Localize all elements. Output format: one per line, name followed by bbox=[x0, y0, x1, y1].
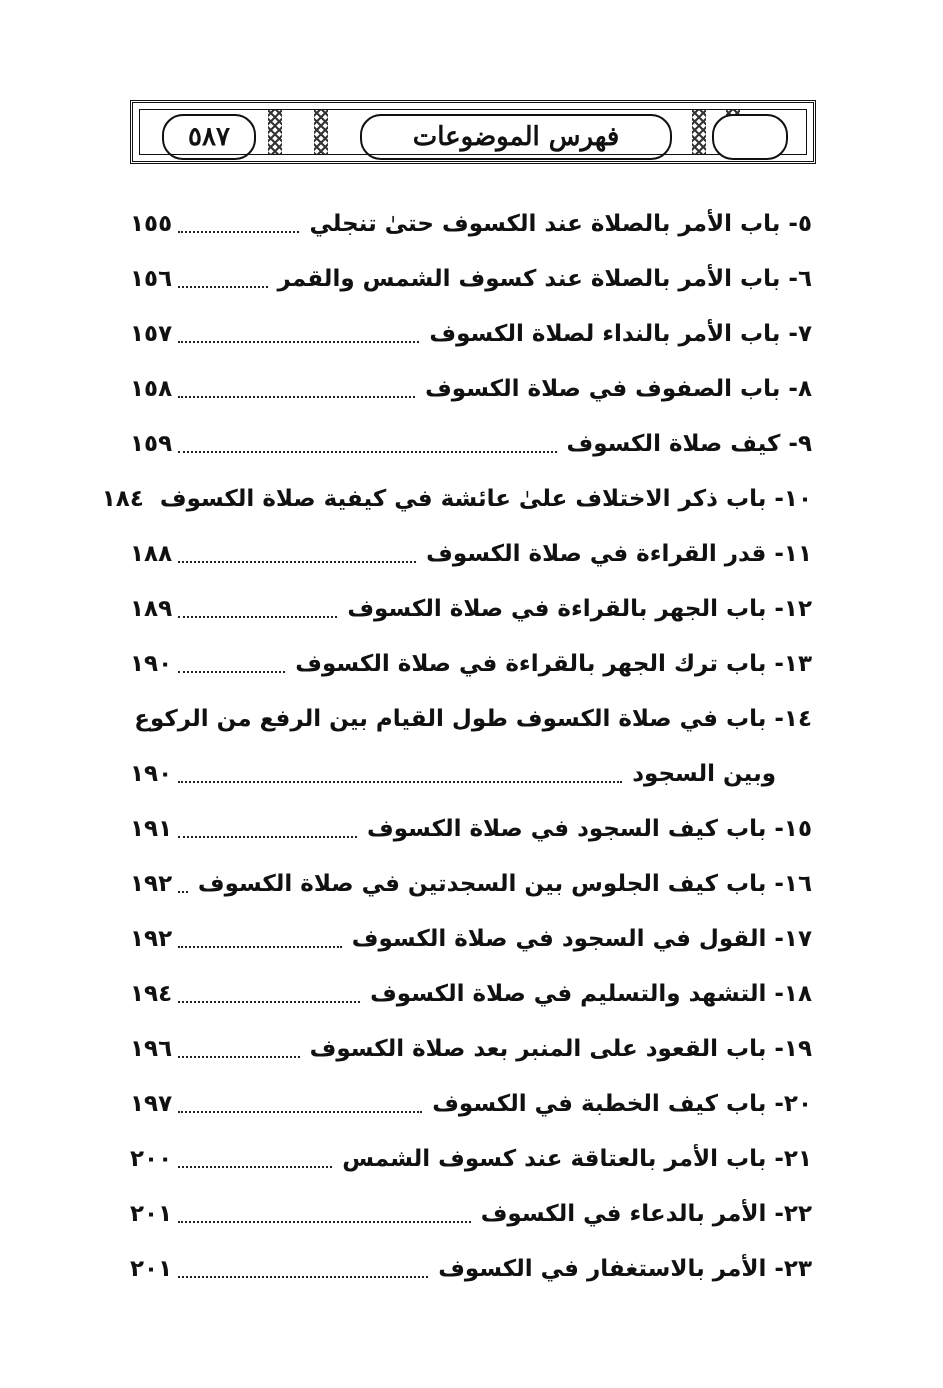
toc-entry bbox=[130, 581, 812, 636]
leader-dots bbox=[178, 1056, 300, 1058]
toc-entry-title: ١٦- باب كيف الجلوس بين السجدتين في صلاة الكسوف bbox=[197, 870, 812, 897]
toc-entry-page: ١٩٧ bbox=[130, 1090, 173, 1117]
toc-entry-page: ١٨٩ bbox=[130, 595, 173, 622]
toc-entry-page: ١٥٦ bbox=[130, 265, 173, 292]
leader-dots bbox=[178, 1276, 428, 1278]
toc-entry-page: ٢٠٠ bbox=[130, 1145, 173, 1172]
toc-entry bbox=[101, 471, 812, 526]
toc-entry-title: ٢١- باب الأمر بالعتاقة عند كسوف الشمس bbox=[342, 1145, 812, 1172]
leader-dots bbox=[178, 286, 267, 288]
toc-entry-title: ٦- باب الأمر بالصلاة عند كسوف الشمس والقمر bbox=[277, 265, 812, 292]
leader-dots bbox=[178, 231, 299, 233]
leader-dots bbox=[178, 1221, 471, 1223]
leader-dots bbox=[178, 616, 337, 618]
toc-entry bbox=[130, 1076, 812, 1131]
toc-entry-page: ١٩٢ bbox=[130, 870, 173, 897]
toc-entry-title: ٩- كيف صلاة الكسوف bbox=[566, 430, 812, 457]
toc-entry-title: ١٠- باب ذكر الاختلاف علىٰ عائشة في كيفية صلاة الكسوف bbox=[159, 485, 812, 512]
page-title: فهرس الموضوعات bbox=[360, 114, 672, 160]
toc-entry-page: ١٥٥ bbox=[130, 210, 173, 237]
toc-entry bbox=[130, 1131, 812, 1186]
toc-entry-continuation bbox=[130, 746, 812, 801]
ornament-icon bbox=[314, 110, 328, 154]
leader-dots bbox=[178, 561, 416, 563]
toc-entry bbox=[130, 306, 812, 361]
toc-entry-title: ٨- باب الصفوف في صلاة الكسوف bbox=[425, 375, 812, 402]
ornament-icon bbox=[692, 110, 706, 154]
toc-entry-page: ١٨٤ bbox=[101, 485, 144, 512]
toc-entry-title: ٢٠- باب كيف الخطبة في الكسوف bbox=[432, 1090, 812, 1117]
toc-entry-title: ١٩- باب القعود على المنبر بعد صلاة الكسوف bbox=[309, 1035, 812, 1062]
toc-entry bbox=[130, 911, 812, 966]
header-frame bbox=[139, 109, 807, 155]
toc-entry bbox=[130, 416, 812, 471]
toc-entry-title: ١١- قدر القراءة في صلاة الكسوف bbox=[426, 540, 812, 567]
toc-entry-page: ١٩٠ bbox=[130, 760, 173, 787]
toc-entry bbox=[130, 196, 812, 251]
toc-entry-page: ١٨٨ bbox=[130, 540, 173, 567]
toc-entry-title: ١٣- باب ترك الجهر بالقراءة في صلاة الكسوف bbox=[295, 650, 812, 677]
leader-dots bbox=[178, 671, 285, 673]
ornament-icon bbox=[268, 110, 282, 154]
toc-entry-page: ٢٠١ bbox=[130, 1200, 173, 1227]
toc-entry-page: ١٩٤ bbox=[130, 980, 173, 1007]
book-logo bbox=[712, 114, 788, 160]
toc-entry-title: ١٧- القول في السجود في صلاة الكسوف bbox=[351, 925, 812, 952]
toc-entry-page: ١٩٠ bbox=[130, 650, 173, 677]
toc-entry-page: ١٩١ bbox=[130, 815, 173, 842]
toc-entry bbox=[130, 801, 812, 856]
toc-entry bbox=[130, 691, 812, 746]
leader-dots bbox=[178, 836, 357, 838]
page-number: ٥٨٧ bbox=[162, 114, 256, 160]
leader-dots bbox=[178, 396, 415, 398]
page-header bbox=[130, 100, 816, 164]
leader-dots bbox=[178, 341, 419, 343]
toc-entry-title: وبين السجود bbox=[632, 760, 776, 787]
toc-entry-page: ١٥٩ bbox=[130, 430, 173, 457]
leader-dots bbox=[178, 451, 556, 453]
toc-entry bbox=[130, 1186, 812, 1241]
toc-entry-page: ١٥٧ bbox=[130, 320, 173, 347]
toc-entry-page: ١٥٨ bbox=[130, 375, 173, 402]
toc-entry bbox=[130, 251, 812, 306]
toc-entry bbox=[130, 361, 812, 416]
leader-dots bbox=[178, 1166, 332, 1168]
toc-entry bbox=[130, 856, 812, 911]
leader-dots bbox=[178, 1111, 422, 1113]
toc-entry-title: ٥- باب الأمر بالصلاة عند الكسوف حتىٰ تنجلي bbox=[309, 210, 812, 237]
toc-entry bbox=[130, 526, 812, 581]
leader-dots bbox=[178, 946, 342, 948]
toc-entry bbox=[130, 1241, 812, 1296]
toc-entry bbox=[130, 636, 812, 691]
toc-entry bbox=[130, 1021, 812, 1076]
table-of-contents bbox=[101, 196, 812, 1296]
toc-entry bbox=[130, 966, 812, 1021]
toc-entry-page: ٢٠١ bbox=[130, 1255, 173, 1282]
toc-entry-title: ١٢- باب الجهر بالقراءة في صلاة الكسوف bbox=[347, 595, 812, 622]
toc-entry-title: ٢٢- الأمر بالدعاء في الكسوف bbox=[480, 1200, 812, 1227]
toc-entry-title: ٧- باب الأمر بالنداء لصلاة الكسوف bbox=[429, 320, 812, 347]
leader-dots bbox=[178, 891, 188, 893]
toc-entry-page: ١٩٦ bbox=[130, 1035, 173, 1062]
toc-entry-title: ٢٣- الأمر بالاستغفار في الكسوف bbox=[438, 1255, 812, 1282]
toc-entry-page: ١٩٢ bbox=[130, 925, 173, 952]
leader-dots bbox=[178, 781, 622, 783]
leader-dots bbox=[178, 1001, 360, 1003]
toc-entry-title: ١٥- باب كيف السجود في صلاة الكسوف bbox=[367, 815, 812, 842]
toc-entry-title: ١٨- التشهد والتسليم في صلاة الكسوف bbox=[370, 980, 812, 1007]
toc-entry-title: ١٤- باب في صلاة الكسوف طول القيام بين الرفع من الركوع bbox=[134, 705, 812, 732]
